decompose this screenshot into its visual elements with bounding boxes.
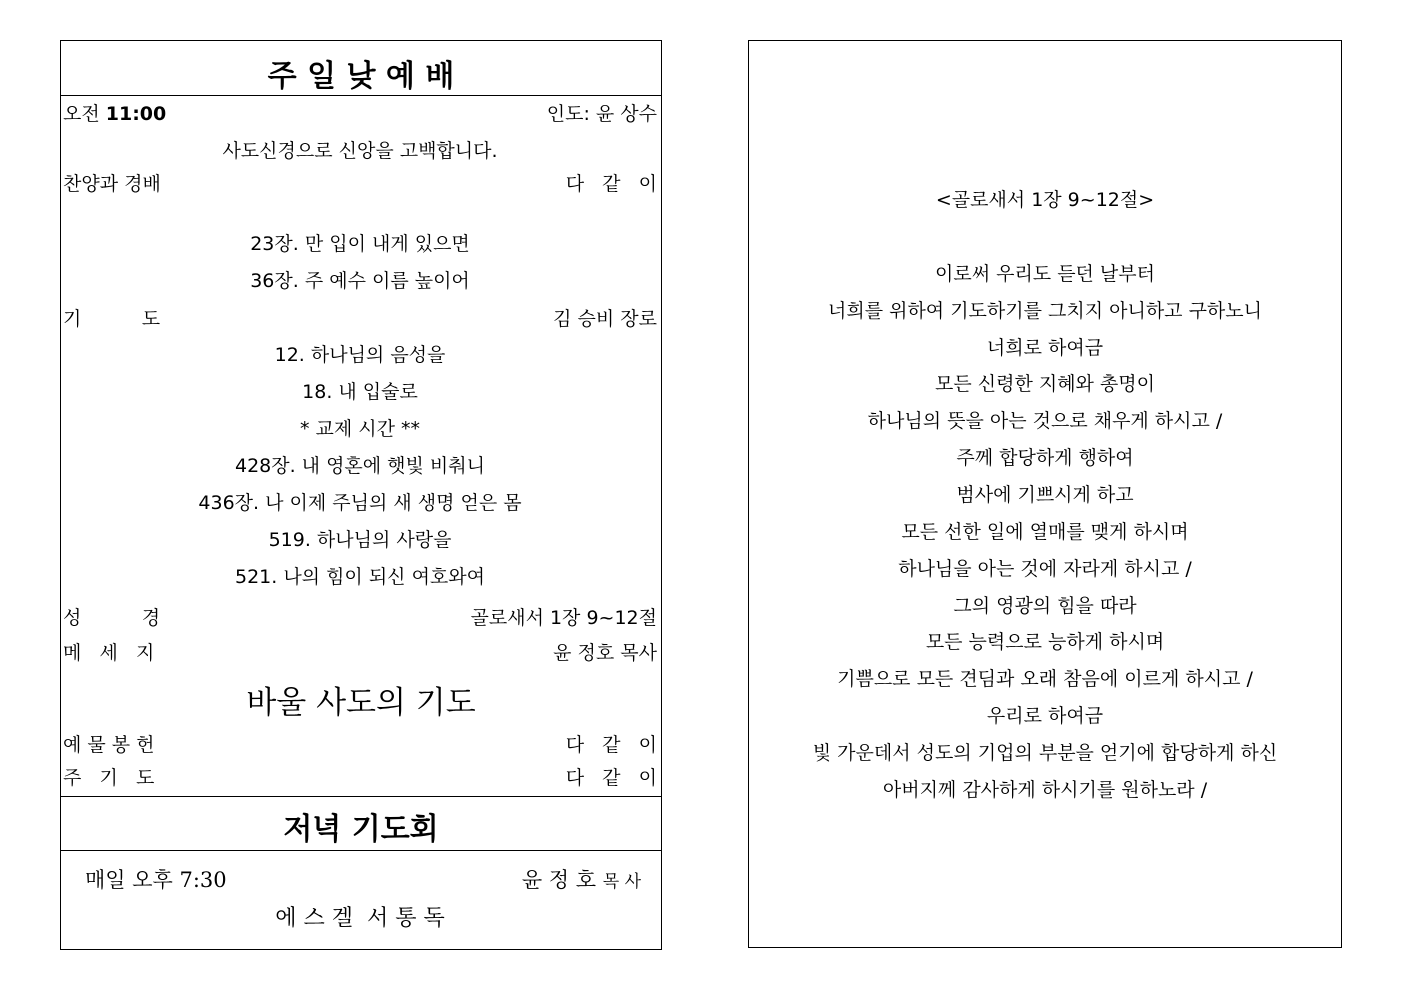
service-time-row (63, 101, 657, 127)
verse-line: 모든 신령한 지혜와 총명이 (934, 373, 1155, 395)
hymn-line (63, 342, 657, 368)
time-value: 11:00 (105, 103, 167, 125)
evening-service-title: 저녁 기도회 (283, 812, 439, 847)
scripture-row (63, 605, 657, 631)
service-time (63, 101, 166, 127)
prayer-label: 기 도 (63, 308, 161, 330)
evening-leader-name: 윤 정 호 (521, 868, 597, 892)
morning-service-title: 주 일 낮 예 배 (267, 59, 455, 94)
verse-line: 범사에 기쁘시게 하고 (956, 484, 1134, 506)
verse-line: 그의 영광의 힘을 따라 (953, 595, 1137, 617)
verse-line: 모든 능력으로 능하게 하시며 (925, 631, 1165, 653)
divider (61, 95, 661, 96)
verse-line: 이로써 우리도 듣던 날부터 (934, 263, 1155, 285)
prayer-row (63, 306, 657, 332)
verse-line: 우리로 하여금 (986, 705, 1104, 727)
lords-prayer-row (63, 765, 657, 791)
evening-leader-role: 목 사 (602, 872, 641, 892)
bulletin-order-panel (60, 40, 662, 950)
evening-reading-row (63, 906, 657, 932)
scripture-panel (748, 40, 1342, 948)
verse-line: 아버지께 감사하게 하시기를 원하노라 / (882, 779, 1208, 801)
hymn-text: 521. 나의 힘이 되신 여호와여 (234, 566, 485, 588)
verse-line: 너희로 하여금 (986, 337, 1104, 359)
verse-line: 주께 합당하게 행하여 (956, 447, 1134, 469)
hymn-text: 436장. 나 이제 주님의 새 생명 얻은 몸 (198, 492, 522, 514)
lords-prayer-label: 주 기 도 (63, 767, 155, 789)
hymn-text: 519. 하나님의 사랑을 (268, 529, 452, 551)
hymn-text: 18. 내 입술로 (302, 381, 418, 403)
offering-row (63, 732, 657, 758)
hymn-line (63, 490, 657, 516)
fellowship-text: * 교제 시간 ** (299, 418, 421, 440)
service-leader: 인도: 윤 상수 (546, 103, 657, 125)
hymn-text: 23장. 만 입이 내게 있으면 (250, 233, 470, 255)
sermon-title: 바울 사도의 기도 (246, 685, 476, 721)
praise-row (63, 171, 657, 197)
evening-time: 매일 오후 7:30 (85, 868, 227, 892)
time-prefix: 오전 (63, 103, 106, 125)
message-who: 윤 정호 목사 (553, 642, 657, 664)
verse-line: 하나님을 아는 것에 자라게 하시고 / (898, 558, 1192, 580)
hymn-line (63, 453, 657, 479)
prayer-who: 김 승비 장로 (553, 308, 657, 330)
message-label: 메 세 지 (63, 642, 155, 664)
verse-line: 모든 선한 일에 열매를 맺게 하시며 (901, 521, 1189, 543)
lords-prayer-who: 다 같 이 (565, 767, 657, 789)
evening-reading: 에 스 겔 서 통 독 (275, 906, 445, 931)
verse-line: 너희를 위하여 기도하기를 그치지 아니하고 구하노니 (828, 300, 1262, 322)
scripture-label: 성 경 (63, 607, 161, 629)
hymn-line (63, 527, 657, 553)
verse-line: 기쁨으로 모든 견딤과 오래 참음에 이르게 하시고 / (837, 668, 1253, 690)
message-row (63, 640, 657, 666)
offering-who: 다 같 이 (565, 734, 657, 756)
hymn-text: 428장. 내 영혼에 햇빛 비춰니 (234, 455, 485, 477)
offering-label: 예 물 봉 헌 (63, 734, 155, 756)
hymn-line (63, 231, 657, 257)
evening-leader (522, 867, 641, 895)
praise-label: 찬양과 경배 (63, 173, 161, 195)
creed-row (63, 138, 657, 164)
scripture-heading: <골로새서 1장 9~12절> (935, 189, 1155, 211)
hymn-line (63, 564, 657, 590)
fellowship-row (63, 416, 657, 442)
scripture-ref: 골로새서 1장 9~12절 (470, 607, 657, 629)
creed-text: 사도신경으로 신앙을 고백합니다. (222, 140, 498, 162)
praise-who: 다 같 이 (565, 173, 657, 195)
verse-line: 빛 가운데서 성도의 기업의 부분을 얻기에 합당하게 하신 (812, 742, 1278, 764)
hymn-line (63, 379, 657, 405)
divider (61, 796, 661, 797)
hymn-line (63, 268, 657, 294)
divider (61, 850, 661, 851)
hymn-text: 36장. 주 예수 이름 높이어 (250, 270, 470, 292)
evening-time-row (85, 867, 641, 893)
hymn-text: 12. 하나님의 음성을 (274, 344, 446, 366)
verse-line: 하나님의 뜻을 아는 것으로 채우게 하시고 / (867, 410, 1223, 432)
